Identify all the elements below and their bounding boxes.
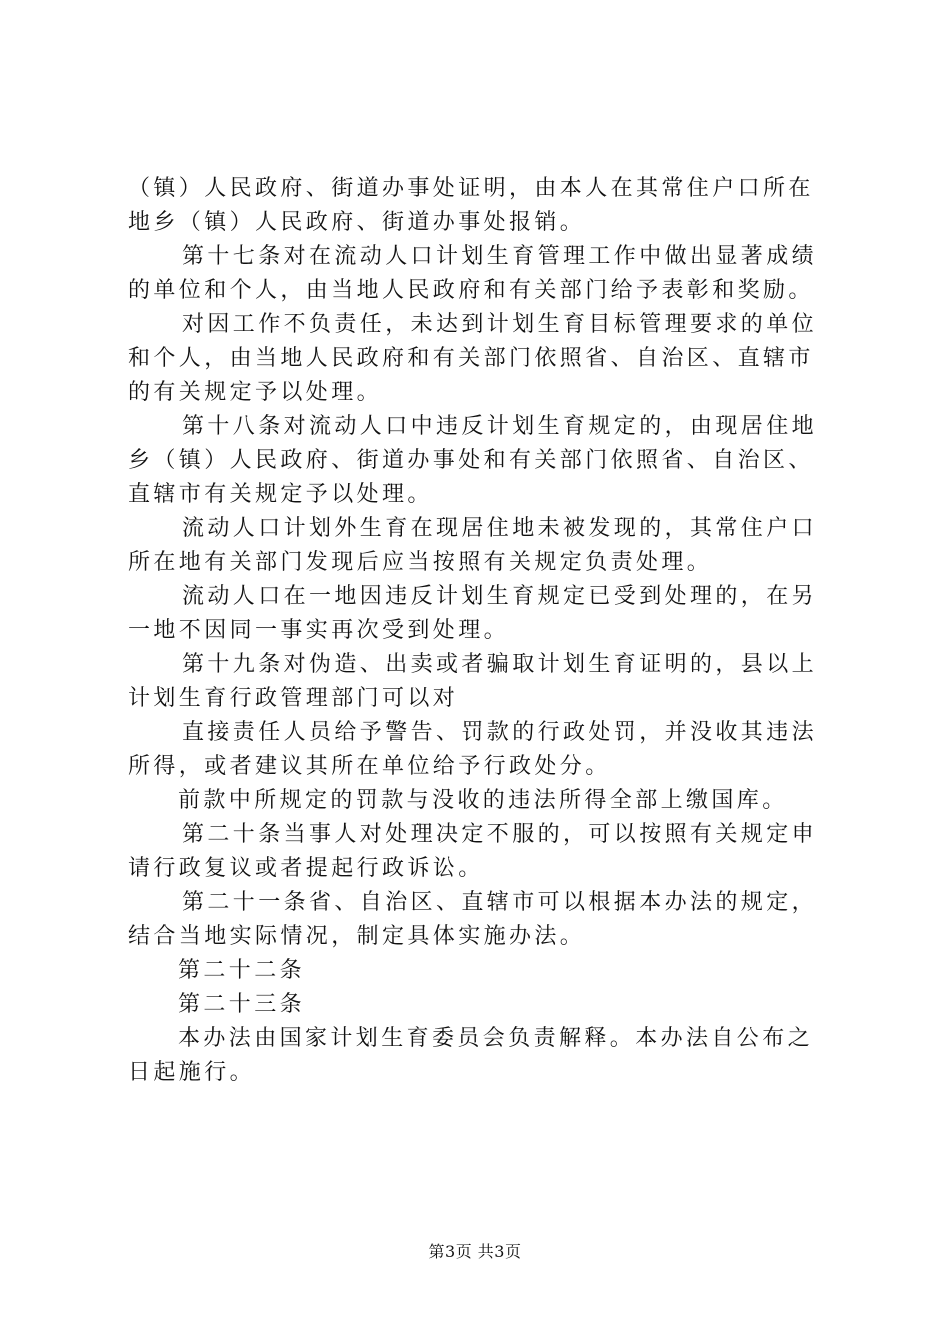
- text-line: 一地不因同一事实再次受到处理。: [128, 618, 510, 643]
- text-line: （镇）人民政府、街道办事处证明，由本人在其常住户口所在: [128, 176, 814, 201]
- text-line: 的单位和个人，由当地人民政府和有关部门给予表彰和奖励。: [128, 278, 814, 303]
- text-line: 直辖市有关规定予以处理。: [128, 482, 433, 507]
- document-body: [128, 172, 833, 1090]
- text-line: 第十七条对在流动人口计划生育管理工作中做出显著成绩: [182, 244, 818, 269]
- text-line: 前款中所规定的罚款与没收的违法所得全部上缴国库。: [178, 788, 788, 813]
- text-line: 乡（镇）人民政府、街道办事处和有关部门依照省、自治区、: [128, 448, 814, 473]
- text-line: 日起施行。: [128, 1060, 256, 1085]
- text-line: 请行政复议或者提起行政诉讼。: [128, 856, 484, 881]
- text-line: 流动人口计划外生育在现居住地未被发现的，其常住户口: [182, 516, 818, 541]
- text-line: 地乡（镇）人民政府、街道办事处报销。: [128, 210, 586, 235]
- text-line: 第十八条对流动人口中违反计划生育规定的，由现居住地: [182, 414, 818, 439]
- text-line: 第二十三条: [178, 992, 306, 1017]
- text-line: 第二十二条: [178, 958, 306, 983]
- page-number-footer: 第3页 共3页: [428, 1242, 522, 1261]
- text-line: 第十九条对伪造、出卖或者骗取计划生育证明的，县以上: [182, 652, 818, 677]
- text-line: 本办法由国家计划生育委员会负责解释。本办法自公布之: [178, 1026, 814, 1051]
- text-line: 第二十条当事人对处理决定不服的，可以按照有关规定申: [182, 822, 818, 847]
- text-line: 的有关规定予以处理。: [128, 380, 383, 405]
- text-line: 第二十一条省、自治区、直辖市可以根据本办法的规定，: [182, 890, 818, 915]
- text-line: 结合当地实际情况，制定具体实施办法。: [128, 924, 586, 949]
- text-line: 所在地有关部门发现后应当按照有关规定负责处理。: [128, 550, 713, 575]
- text-line: 计划生育行政管理部门可以对: [128, 686, 459, 711]
- text-line: 对因工作不负责任，未达到计划生育目标管理要求的单位: [182, 312, 818, 337]
- text-line: 和个人，由当地人民政府和有关部门依照省、自治区、直辖市: [128, 346, 814, 371]
- text-line: 所得，或者建议其所在单位给予行政处分。: [128, 754, 611, 779]
- text-line: 直接责任人员给予警告、罚款的行政处罚，并没收其违法: [182, 720, 818, 745]
- text-line: 流动人口在一地因违反计划生育规定已受到处理的，在另: [182, 584, 818, 609]
